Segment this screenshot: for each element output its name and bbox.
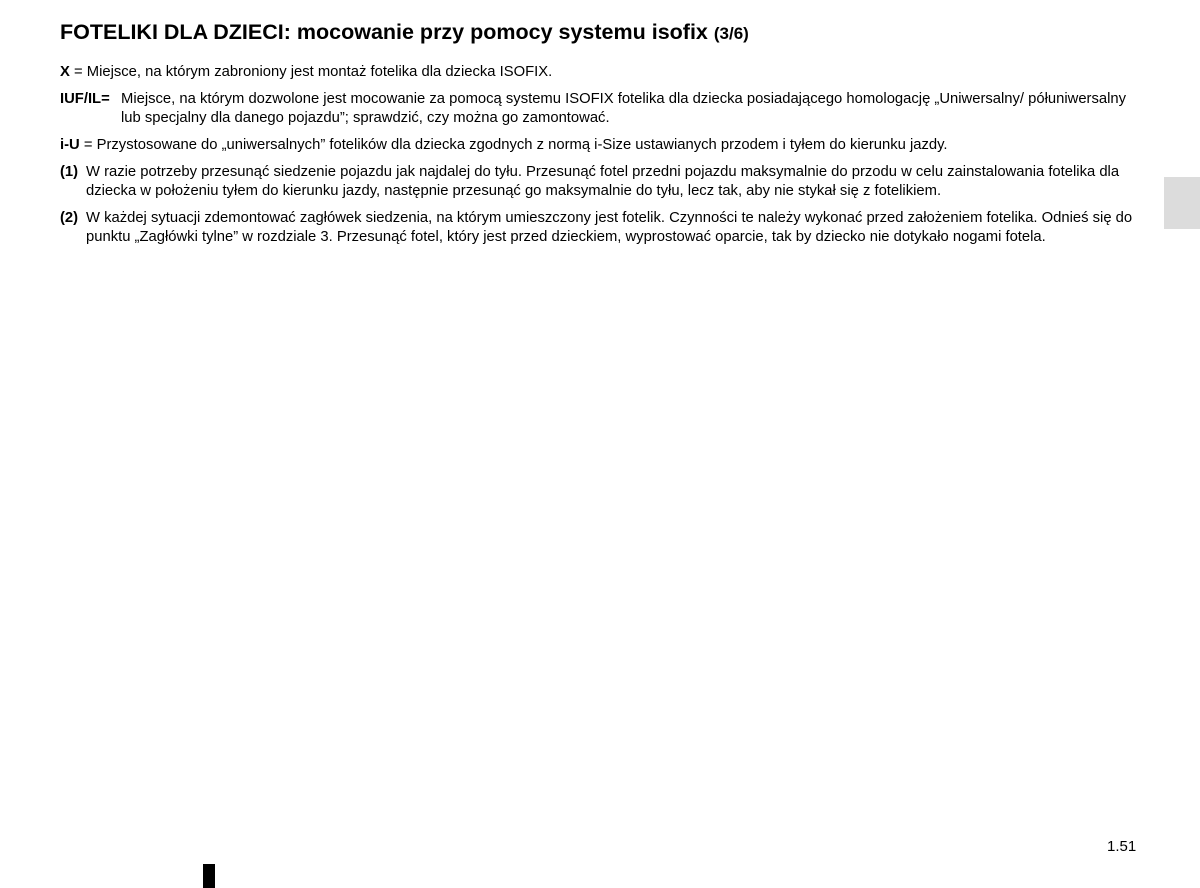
- legend-text: = Przystosowane do „uniwersalnych” fotelików dla dziecka zgodnych z normą i-Size ustawianych przodem i tyłem do kierunku jazdy.: [83, 137, 948, 153]
- legend-item-iuf-il: [60, 90, 1145, 128]
- section-tab-marker: [1164, 177, 1200, 229]
- legend-key: X: [60, 64, 70, 80]
- legend-key: i-U: [60, 137, 80, 153]
- page-part-indicator: (3/6): [713, 24, 749, 43]
- legend-text: = Miejsce, na którym zabroniony jest montaż fotelika dla dziecka ISOFIX.: [74, 64, 553, 80]
- legend-item-x: [60, 63, 1145, 82]
- legend-key: IUF/IL=: [60, 91, 110, 107]
- footnote-text: W każdej sytuacji zdemontować zagłówek siedzenia, na którym umieszczony jest fotelik. Czynności te należy wykonać przed założeniem fotelika. Odnieś się do punktu „Zagłówki tylne” w rozdziale 3. Przesunąć fotel, który jest przed dzieckiem, wyprostować oparcie, tak by dziecko nie dotykało nogami fotela.: [86, 210, 1133, 245]
- footnote-key: (1): [60, 164, 79, 180]
- footnote-text: W razie potrzeby przesunąć siedzenie pojazdu jak najdalej do tyłu. Przesunąć fotel przedni pojazdu maksymalnie do przodu w celu zainstalowania fotelika dla dziecka w położeniu tyłem do kierunku jazdy, następnie przesunąć go maksymalnie do tyłu, lecz tak, aby nie stykał się z fotelikiem.: [86, 164, 1120, 199]
- legend-item-i-u: [60, 136, 1145, 155]
- page-number: 1.51: [1107, 838, 1137, 855]
- footnote-key: (2): [60, 210, 79, 226]
- page-title: [60, 20, 749, 45]
- footnote-item-1: [60, 163, 1145, 201]
- footnote-item-2: [60, 209, 1145, 247]
- legend-text: Miejsce, na którym dozwolone jest mocowanie za pomocą systemu ISOFIX fotelika dla dziecka posiadającego homologację „Uniwersalny/ półuniwersalny lub specjalny dla danego pojazdu”; sprawdzić, czy można go zamontować.: [121, 91, 1127, 126]
- crop-mark: [203, 864, 215, 888]
- page-title-text: FOTELIKI DLA DZIECI: mocowanie przy pomocy systemu isofix: [60, 20, 708, 44]
- legend-list: [60, 63, 1145, 255]
